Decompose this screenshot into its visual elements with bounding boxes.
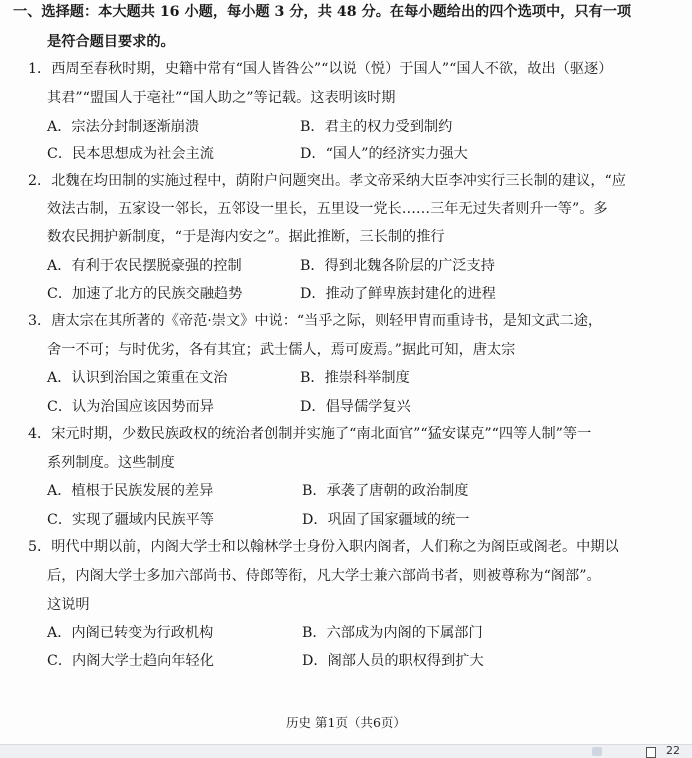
- section-heading-line-1: 一、选择题：本大题共 16 小题，每小题 3 分，共 48 分。在每小题给出的四个选项中，只有一项: [13, 4, 632, 20]
- question-2-option-d: D．推动了鲜卑族封建化的进程: [300, 286, 496, 302]
- question-5-option-c: C．内阁大学士趋向年轻化: [47, 653, 214, 669]
- question-3-line-2: 舍一不可；与时优劣，各有其宜；武士儒人，焉可废焉。”据此可知，唐太宗: [47, 342, 516, 358]
- page-number-indicator: 22: [666, 744, 680, 757]
- question-5-line-3: 这说明: [47, 597, 90, 613]
- question-2-option-b: B．得到北魏各阶层的广泛支持: [300, 258, 495, 274]
- question-1-line-2: 其君”“盟国人于亳社”“国人助之”等记载。这表明该时期: [47, 90, 396, 106]
- page-navigation-button[interactable]: [592, 747, 602, 756]
- question-1-option-c: C．民本思想成为社会主流: [47, 146, 214, 162]
- question-3-line-1: 3．唐太宗在其所著的《帝范·崇文》中说：“当乎之际，则轻甲胄而重诗书，是知文武二途，: [28, 313, 603, 329]
- page-icon[interactable]: [646, 747, 656, 758]
- question-3-option-c: C．认为治国应该因势而异: [47, 399, 214, 415]
- section-heading-line-2: 是符合题目要求的。: [47, 34, 175, 50]
- question-1-line-1: 1．西周至春秋时期，史籍中常有“国人皆咎公”“以说（悦）于国人”“国人不欲，故出（驱逐）: [28, 61, 613, 77]
- question-4-option-c: C．实现了疆域内民族平等: [47, 512, 214, 528]
- question-1-option-a: A．宗法分封制逐渐崩溃: [47, 119, 200, 135]
- question-1-option-d: D．“国人”的经济实力强大: [300, 146, 468, 162]
- question-4-option-a: A．植根于民族发展的差异: [47, 483, 214, 499]
- question-4-option-d: D．巩固了国家疆域的统一: [302, 512, 470, 528]
- page-footer: 历史 第1页（共6页）: [286, 715, 406, 730]
- viewer-bottom-bar: [0, 744, 692, 758]
- question-4-option-b: B．承袭了唐朝的政治制度: [302, 483, 469, 499]
- question-4-line-2: 系列制度。这些制度: [47, 455, 175, 471]
- question-3-option-b: B．推崇科举制度: [300, 370, 410, 386]
- question-5-option-b: B．六部成为内阁的下属部门: [302, 625, 483, 641]
- question-3-option-d: D．倡导儒学复兴: [300, 399, 411, 415]
- question-2-line-2: 效法古制，五家设一邻长，五邻设一里长，五里设一党长……三年无过失者则升一等”。多: [47, 201, 608, 217]
- question-5-option-a: A．内阁已转变为行政机构: [47, 625, 214, 641]
- question-2-line-1: 2．北魏在均田制的实施过程中，荫附户问题突出。孝文帝采纳大臣李冲实行三长制的建议，“应: [28, 173, 626, 189]
- question-2-option-a: A．有利于农民摆脱豪强的控制: [47, 258, 242, 274]
- question-1-option-b: B．君主的权力受到制约: [300, 119, 453, 135]
- question-4-line-1: 4．宋元时期，少数民族政权的统治者创制并实施了“南北面官”“猛安谋克”“四等人制”等一: [28, 426, 592, 442]
- question-2-line-3: 数农民拥护新制度，“于是海内安之”。据此推断，三长制的推行: [47, 229, 445, 245]
- question-5-line-1: 5．明代中期以前，内阁大学士和以翰林学士身份入职内阁者，人们称之为阁臣或阁老。中期以: [28, 539, 619, 555]
- question-5-option-d: D．阁部人员的职权得到扩大: [302, 653, 484, 669]
- question-3-option-a: A．认识到治国之策重在文治: [47, 370, 228, 386]
- question-2-option-c: C．加速了北方的民族交融趋势: [47, 286, 243, 302]
- question-5-line-2: 后，内阁大学士多加六部尚书、侍郎等衔，凡大学士兼六部尚书者，则被尊称为“阁部”。: [47, 568, 601, 584]
